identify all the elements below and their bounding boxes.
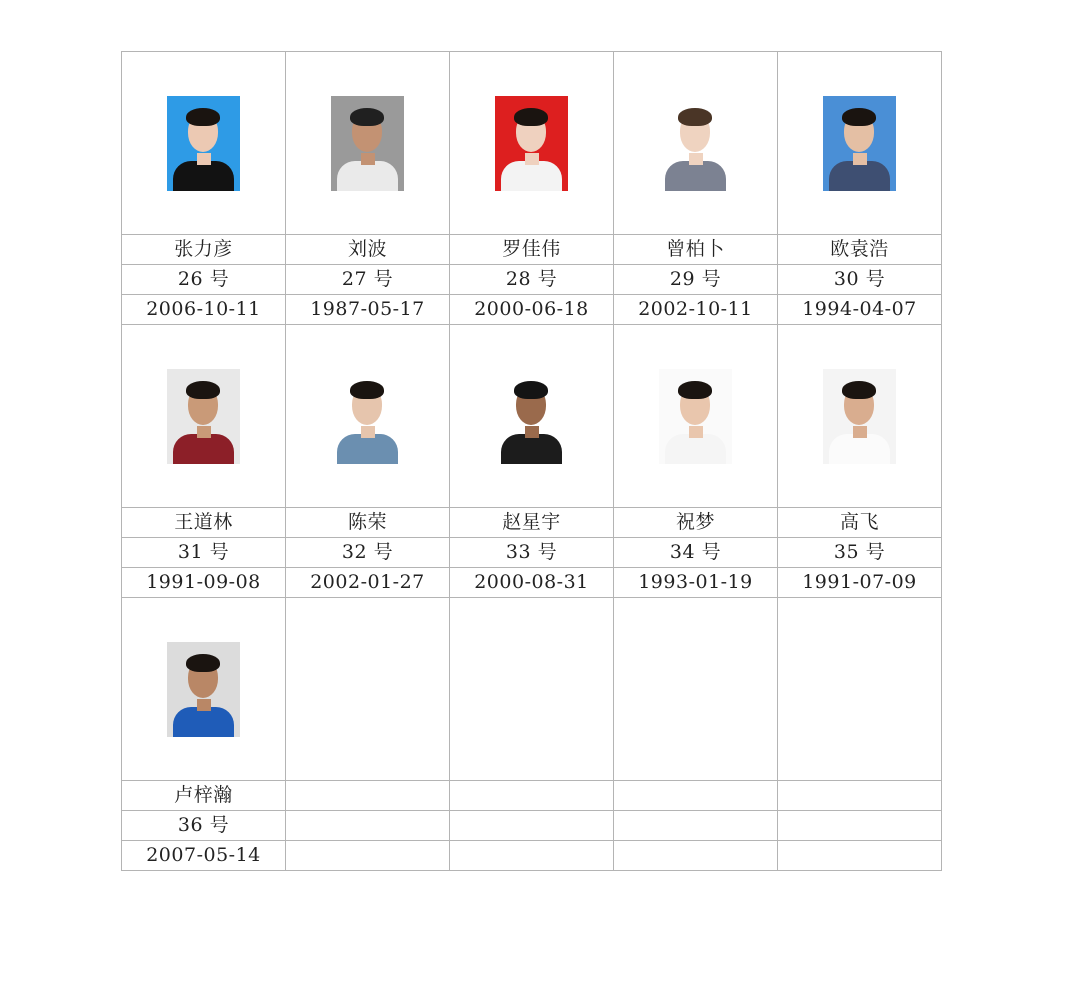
- birthdate-row: [122, 568, 942, 598]
- number-row: [122, 811, 942, 841]
- player-photo: [331, 96, 404, 191]
- player-photo-cell: [122, 325, 286, 508]
- player-photo-cell: [122, 598, 286, 781]
- player-name: 张力彦: [122, 235, 286, 265]
- empty-cell: [450, 781, 614, 811]
- player-photo-cell: [286, 325, 450, 508]
- photo-row: [122, 325, 942, 508]
- photo-row: [122, 598, 942, 781]
- player-name: 赵星宇: [450, 508, 614, 538]
- photo-neck: [361, 426, 375, 438]
- player-name: 高飞: [778, 508, 942, 538]
- photo-neck: [689, 426, 703, 438]
- empty-cell: [614, 841, 778, 871]
- photo-shirt: [829, 434, 890, 464]
- photo-hair: [842, 108, 876, 126]
- player-photo: [659, 369, 732, 464]
- photo-shirt: [665, 161, 726, 191]
- player-birthdate: 2002-01-27: [286, 568, 450, 598]
- player-birthdate: 1993-01-19: [614, 568, 778, 598]
- player-number: 33 号: [450, 538, 614, 568]
- photo-neck: [853, 426, 867, 438]
- photo-neck: [197, 153, 211, 165]
- player-photo: [495, 369, 568, 464]
- player-photo: [331, 369, 404, 464]
- empty-cell: [286, 811, 450, 841]
- player-name: 欧袁浩: [778, 235, 942, 265]
- photo-neck: [525, 426, 539, 438]
- player-name: 罗佳伟: [450, 235, 614, 265]
- player-photo-cell: [614, 52, 778, 235]
- player-birthdate: 2002-10-11: [614, 295, 778, 325]
- photo-shirt: [173, 434, 234, 464]
- player-name: 祝梦: [614, 508, 778, 538]
- photo-hair: [186, 381, 220, 399]
- empty-cell: [450, 598, 614, 781]
- photo-hair: [350, 108, 384, 126]
- photo-row: [122, 52, 942, 235]
- photo-shirt: [337, 434, 398, 464]
- player-photo-cell: [778, 325, 942, 508]
- player-birthdate: 2000-08-31: [450, 568, 614, 598]
- player-photo-cell: [122, 52, 286, 235]
- player-number: 35 号: [778, 538, 942, 568]
- photo-hair: [842, 381, 876, 399]
- empty-cell: [778, 781, 942, 811]
- player-number: 36 号: [122, 811, 286, 841]
- empty-cell: [614, 598, 778, 781]
- empty-cell: [778, 811, 942, 841]
- player-birthdate: 2006-10-11: [122, 295, 286, 325]
- number-row: [122, 265, 942, 295]
- photo-shirt: [501, 161, 562, 191]
- photo-neck: [525, 153, 539, 165]
- player-photo: [167, 369, 240, 464]
- player-number: 26 号: [122, 265, 286, 295]
- player-photo-cell: [450, 52, 614, 235]
- player-name: 卢梓瀚: [122, 781, 286, 811]
- empty-cell: [286, 598, 450, 781]
- birthdate-row: [122, 841, 942, 871]
- photo-hair: [514, 108, 548, 126]
- photo-shirt: [337, 161, 398, 191]
- photo-shirt: [829, 161, 890, 191]
- player-photo: [823, 369, 896, 464]
- roster-table: [121, 51, 942, 871]
- name-row: [122, 235, 942, 265]
- player-name: 刘波: [286, 235, 450, 265]
- player-photo-cell: [450, 325, 614, 508]
- player-number: 34 号: [614, 538, 778, 568]
- player-number: 28 号: [450, 265, 614, 295]
- empty-cell: [450, 841, 614, 871]
- player-photo: [823, 96, 896, 191]
- birthdate-row: [122, 295, 942, 325]
- photo-hair: [186, 654, 220, 672]
- player-birthdate: 1987-05-17: [286, 295, 450, 325]
- player-number: 29 号: [614, 265, 778, 295]
- photo-neck: [689, 153, 703, 165]
- player-name: 陈荣: [286, 508, 450, 538]
- empty-cell: [778, 841, 942, 871]
- player-photo-cell: [778, 52, 942, 235]
- empty-cell: [450, 811, 614, 841]
- photo-hair: [350, 381, 384, 399]
- empty-cell: [614, 811, 778, 841]
- player-photo-cell: [286, 52, 450, 235]
- photo-shirt: [665, 434, 726, 464]
- player-number: 32 号: [286, 538, 450, 568]
- photo-shirt: [173, 707, 234, 737]
- player-name: 曾柏卜: [614, 235, 778, 265]
- player-photo: [495, 96, 568, 191]
- photo-neck: [361, 153, 375, 165]
- player-birthdate: 1994-04-07: [778, 295, 942, 325]
- empty-cell: [286, 781, 450, 811]
- photo-hair: [514, 381, 548, 399]
- empty-cell: [614, 781, 778, 811]
- player-photo: [659, 96, 732, 191]
- player-name: 王道林: [122, 508, 286, 538]
- player-birthdate: 1991-09-08: [122, 568, 286, 598]
- photo-hair: [186, 108, 220, 126]
- player-number: 27 号: [286, 265, 450, 295]
- name-row: [122, 781, 942, 811]
- number-row: [122, 538, 942, 568]
- player-birthdate: 2007-05-14: [122, 841, 286, 871]
- player-photo-cell: [614, 325, 778, 508]
- photo-hair: [678, 381, 712, 399]
- player-birthdate: 2000-06-18: [450, 295, 614, 325]
- name-row: [122, 508, 942, 538]
- photo-neck: [853, 153, 867, 165]
- photo-neck: [197, 426, 211, 438]
- player-number: 30 号: [778, 265, 942, 295]
- photo-neck: [197, 699, 211, 711]
- empty-cell: [778, 598, 942, 781]
- player-birthdate: 1991-07-09: [778, 568, 942, 598]
- photo-shirt: [173, 161, 234, 191]
- player-photo: [167, 642, 240, 737]
- photo-hair: [678, 108, 712, 126]
- roster-sheet: [121, 51, 942, 871]
- photo-shirt: [501, 434, 562, 464]
- player-number: 31 号: [122, 538, 286, 568]
- empty-cell: [286, 841, 450, 871]
- player-photo: [167, 96, 240, 191]
